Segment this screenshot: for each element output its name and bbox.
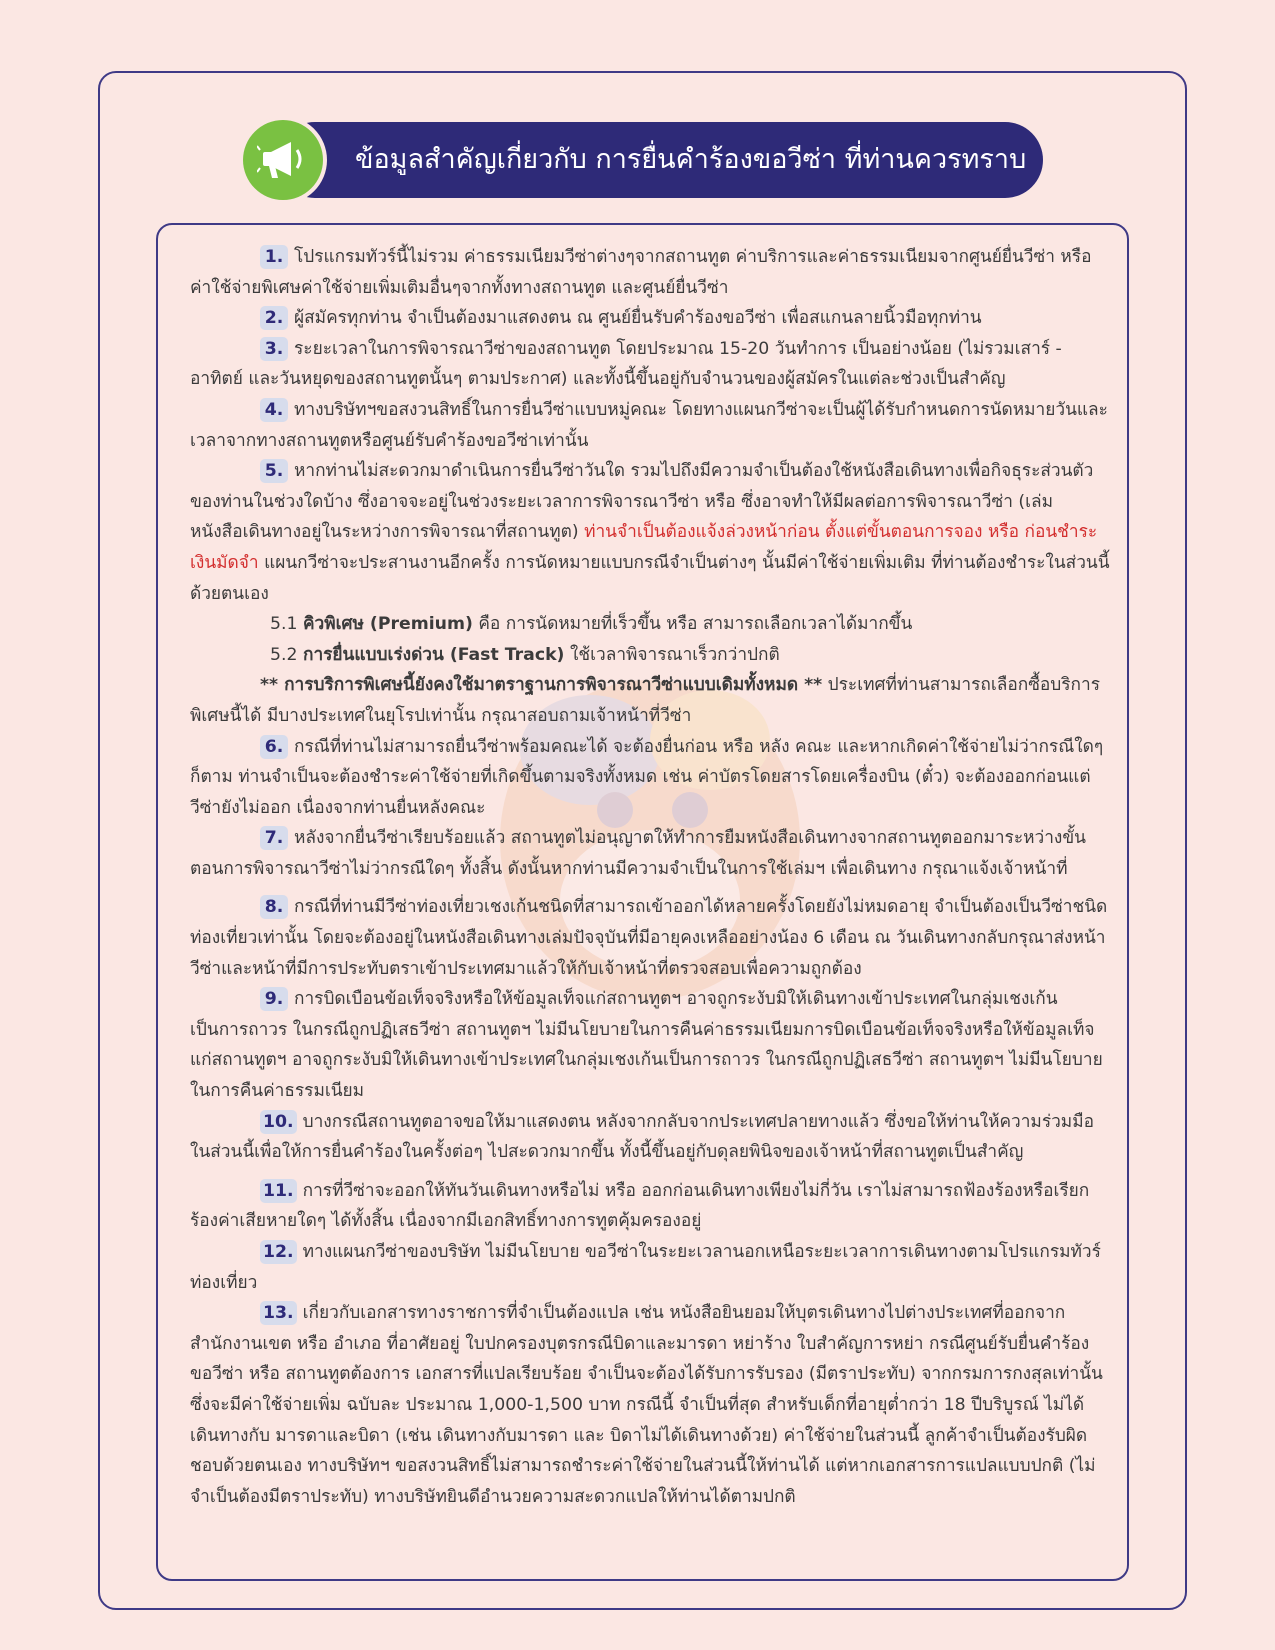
item-text: การที่วีซ่าจะออกให้ทันวันเดินทางหรือไม่ หรือ ออกก่อนเดินทางเพียงไม่กี่วัน เราไม่สามารถฟ้องร้องหรือเรียกร้องค่าเสียหายใดๆ ได้ทั้งสิ้น เนื่องจากมีเอกสิทธิ์ทางการทูตคุ้มครองอยู่ bbox=[190, 1180, 1090, 1232]
item-number: 8. bbox=[260, 895, 288, 919]
notice-item-5 bbox=[190, 456, 1110, 609]
notice-item-4 bbox=[190, 395, 1110, 456]
item-text: บางกรณีสถานทูตอาจขอให้มาแสดงตน หลังจากกลับจากประเทศปลายทางแล้ว ซึ่งขอให้ท่านให้ความร่วมมือในส่วนนี้เพื่อให้การยื่นคำร้องในครั้งต่อๆ ไปสะดวกมากขึ้น ทั้งนี้ขึ้นอยู่กับดุลยพินิจของเจ้าหน้าที่สถานทูตเป็นสำคัญ bbox=[190, 1111, 1094, 1163]
item-text: ทางบริษัทฯขอสงวนสิทธิ์ในการยื่นวีซ่าแบบหมู่คณะ โดยทางแผนกวีซ่าจะเป็นผู้ได้รับกำหนดการนัดหมายวันและเวลาจากทางสถานทูตหรือศูนย์รับคำร้องขอวีซ่าเท่านั้น bbox=[190, 399, 1108, 451]
item-text: ผู้สมัครทุกท่าน จำเป็นต้องมาแสดงตน ณ ศูนย์ยื่นรับคำร้องขอวีซ่า เพื่อสแกนลายนิ้วมือทุกท่าน bbox=[294, 308, 982, 329]
notice-subitem-5-2 bbox=[190, 640, 1110, 671]
notice-item-5-note bbox=[190, 670, 1110, 731]
subitem-number: 5.2 bbox=[270, 644, 298, 665]
megaphone-icon bbox=[243, 120, 323, 200]
item-number: 10. bbox=[260, 1110, 297, 1134]
notice-item-12 bbox=[190, 1237, 1110, 1298]
item-text: ระยะเวลาในการพิจารณาวีซ่าของสถานทูต โดยประมาณ 15-20 วันทำการ เป็นอย่างน้อย (ไม่รวมเสาร์ - อาทิตย์ และวันหยุดของสถานทูตนั้นๆ ตามประกาศ) และทั้งนี้ขึ้นอยู่กับจำนวนของผู้สมัครในแต่ละช่วงเป็นสำคัญ bbox=[190, 338, 1062, 390]
notice-item-9 bbox=[190, 984, 1110, 1106]
item-number: 1. bbox=[260, 245, 288, 269]
item-text: ทางแผนกวีซ่าของบริษัท ไม่มีนโยบาย ขอวีซ่าในระยะเวลานอกเหนือระยะเวลาการเดินทางตามโปรแกรมทัวร์ ท่องเที่ยว bbox=[190, 1242, 1101, 1293]
notice-list bbox=[190, 242, 1110, 1512]
notice-item-6 bbox=[190, 732, 1110, 824]
item-text: หากท่านไม่สะดวกมาดำเนินการยื่นวีซ่าวันใด รวมไปถึงมีความจำเป็นต้องใช้หนังสือเดินทางเพื่อกิจธุระส่วนตัวของท่านในช่วงใดบ้าง ซึ่งอาจจะอยู่ในช่วงระยะเวลาการพิจารณาวีซ่า หรือ ซึ่งอาจทำให้มีผลต่อการพิจารณาวีซ่า (เล่มหนังสือเดินทางอยู่ในระหว่างการพิจารณาที่สถานทูต) bbox=[190, 461, 1094, 543]
item-highlight: ท่านจำเป็นต้องแจ้งล่วงหน้าก่อน ตั้งแต่ขั้นตอนการจอง หรือ ก่อนชำระเงินมัดจำ bbox=[190, 522, 1098, 573]
item-number: 12. bbox=[260, 1240, 297, 1264]
page-title: ข้อมูลสำคัญเกี่ยวกับ การยื่นคำร้องขอวีซ่า ที่ท่านควรทราบ bbox=[355, 144, 1027, 175]
notice-item-10 bbox=[190, 1107, 1110, 1168]
notice-subitem-5-1 bbox=[190, 609, 1110, 640]
notice-item-8 bbox=[190, 892, 1110, 984]
item-text: การบิดเบือนข้อเท็จจริงหรือให้ข้อมูลเท็จแก่สถานทูตฯ อาจถูกระงับมิให้เดินทางเข้าประเทศในกลุ่มเชงเก้นเป็นการถาวร ในกรณีถูกปฏิเสธวีซ่า สถานทูตฯ ไม่มีนโยบายในการคืนค่าธรรมเนียมการบิดเบือนข้อเท็จจริงหรือให้ข้อมูลเท็จแก่สถานทูตฯ อาจถูกระงับมิให้เดินทางเข้าประเทศในกลุ่มเชงเก้นเป็นการถาวร ในกรณีถูกปฏิเสธวีซ่า สถานทูตฯ ไม่มีนโยบายในการคืนค่าธรรมเนียม bbox=[190, 989, 1103, 1102]
item-text: หลังจากยื่นวีซ่าเรียบร้อยแล้ว สถานทูตไม่อนุญาตให้ทำการยืมหนังสือเดินทางจากสถานทูตออกมาระหว่างขั้นตอนการพิจารณาวีซ่าไม่ว่ากรณีใดๆ ทั้งสิ้น ดังนั้นหากท่านมีความจำเป็นในการใช้เล่มฯ เพื่อเดินทาง กรุณาแจ้งเจ้าหน้าที่ bbox=[190, 828, 1086, 879]
notice-item-7 bbox=[190, 823, 1110, 884]
item-number: 2. bbox=[260, 306, 288, 330]
banner-pill bbox=[277, 122, 1043, 198]
item-text: เกี่ยวกับเอกสารทางราชการที่จำเป็นต้องแปล เช่น หนังสือยินยอมให้บุตรเดินทางไปต่างประเทศที่ออกจากสำนักงานเขต หรือ อำเภอ ที่อาศัยอยู่ ใบปกครองบุตรกรณีบิดาและมารดา หย่าร้าง ใบสำคัญการหย่า กรณีศูนย์รับยื่นคำร้องขอวีซ่า หรือ สถานทูตต้องการ เอกสารที่แปลเรียบร้อย จำเป็นจะต้องได้รับการรับรอง (มีตราประทับ) จากกรมการกงสุลเท่านั้น ซึ่งจะมีค่าใช้จ่ายเพิ่ม ฉบับละ ประมาณ 1,000-1,500 บาท กรณีนี้ จำเป็นที่สุด สำหรับเด็กที่อายุต่ำกว่า 18 ปีบริบูรณ์ ไม่ได้เดินทางกับ มารดาและบิดา (เช่น เดินทางกับมารดา และ บิดาไม่ได้เดินทางด้วย) ค่าใช้จ่ายในส่วนนี้ ลูกค้าจำเป็นต้องรับผิดชอบด้วยตนเอง ทางบริษัทฯ ขอสงวนสิทธิ์ไม่สามารถชำระค่าใช้จ่ายในส่วนนี้ให้ท่านได้ แต่หากเอกสารการแปลแบบปกติ (ไม่จำเป็นต้องมีตราประทับ) ทางบริษัทยินดีอำนวยความสะดวกแปลให้ท่านได้ตามปกติ bbox=[190, 1303, 1103, 1507]
item-text: กรณีที่ท่านมีวีซ่าท่องเที่ยวเชงเก้นชนิดที่สามารถเข้าออกได้หลายครั้งโดยยังไม่หมดอายุ จำเป็นต้องเป็นวีซ่าชนิดท่องเที่ยวเท่านั้น โดยจะต้องอยู่ในหนังสือเดินทางเล่มปัจจุบันที่มีอายุคงเหลืออย่างน้อง 6 เดือน ณ วันเดินทางกลับกรุณาส่งหน้าวีซ่าและหน้าที่มีการประทับตราเข้าประเทศมาแล้วให้กับเจ้าหน้าที่ตรวจสอบเพื่อความถูกต้อง bbox=[190, 897, 1108, 979]
note-text: ประเทศที่ท่านสามารถเลือกซื้อบริการพิเศษนี้ได้ มีบางประเทศในยุโรปเท่านั้น กรุณาสอบถามเจ้าหน้าที่วีซ่า bbox=[190, 675, 1100, 726]
item-number: 11. bbox=[260, 1179, 297, 1203]
subitem-bold: คิวพิเศษ (Premium) bbox=[302, 614, 473, 635]
item-number: 6. bbox=[260, 735, 288, 759]
item-number: 5. bbox=[260, 459, 288, 483]
item-number: 13. bbox=[260, 1301, 297, 1325]
item-number: 9. bbox=[260, 987, 288, 1011]
notice-item-3 bbox=[190, 334, 1110, 395]
notice-item-13 bbox=[190, 1298, 1110, 1512]
header-banner bbox=[243, 122, 1043, 198]
subitem-text: คือ การนัดหมายที่เร็วขึ้น หรือ สามารถเลือกเวลาได้มากขึ้น bbox=[478, 614, 913, 635]
subitem-number: 5.1 bbox=[270, 614, 298, 635]
item-number: 3. bbox=[260, 337, 288, 361]
item-text-after: แผนกวีซ่าจะประสานงานอีกครั้ง การนัดหมายแบบกรณีจำเป็นต่างๆ นั้นมีค่าใช้จ่ายเพิ่มเติม ที่ท่านต้องชำระในส่วนนี้ด้วยตนเอง bbox=[190, 552, 1110, 604]
notice-item-2 bbox=[190, 303, 1110, 334]
item-number: 4. bbox=[260, 398, 288, 422]
item-text: กรณีที่ท่านไม่สามารถยื่นวีซ่าพร้อมคณะได้ จะต้องยื่นก่อน หรือ หลัง คณะ และหากเกิดค่าใช้จ่ายไม่ว่ากรณีใดๆ ก็ตาม ท่านจำเป็นจะต้องชำระค่าใช้จ่ายที่เกิดขึ้นตามจริงทั้งหมด เช่น ค่าบัตรโดยสารโดยเครื่องบิน (ตั๋ว) จะต้องออกก่อนแต่วีซ่ายังไม่ออก เนื่องจากท่านยื่นหลังคณะ bbox=[190, 736, 1104, 818]
subitem-text: ใช้เวลาพิจารณาเร็วกว่าปกติ bbox=[569, 644, 780, 665]
note-bold: ** การบริการพิเศษนี้ยังคงใช้มาตราฐานการพิจารณาวีซ่าแบบเดิมทั้งหมด ** bbox=[260, 675, 823, 696]
subitem-bold: การยื่นแบบเร่งด่วน (Fast Track) bbox=[302, 644, 565, 665]
item-number: 7. bbox=[260, 826, 288, 850]
notice-item-11 bbox=[190, 1176, 1110, 1237]
notice-item-1 bbox=[190, 242, 1110, 303]
item-text: โปรแกรมทัวร์นี้ไม่รวม ค่าธรรมเนียมวีซ่าต่างๆจากสถานทูต ค่าบริการและค่าธรรมเนียมจากศูนย์ยื่นวีซ่า หรือค่าใช้จ่ายพิเศษค่าใช้จ่ายเพิ่มเติมอื่นๆจากทั้งทางสถานทูต และศูนย์ยื่นวีซ่า bbox=[190, 247, 1092, 298]
